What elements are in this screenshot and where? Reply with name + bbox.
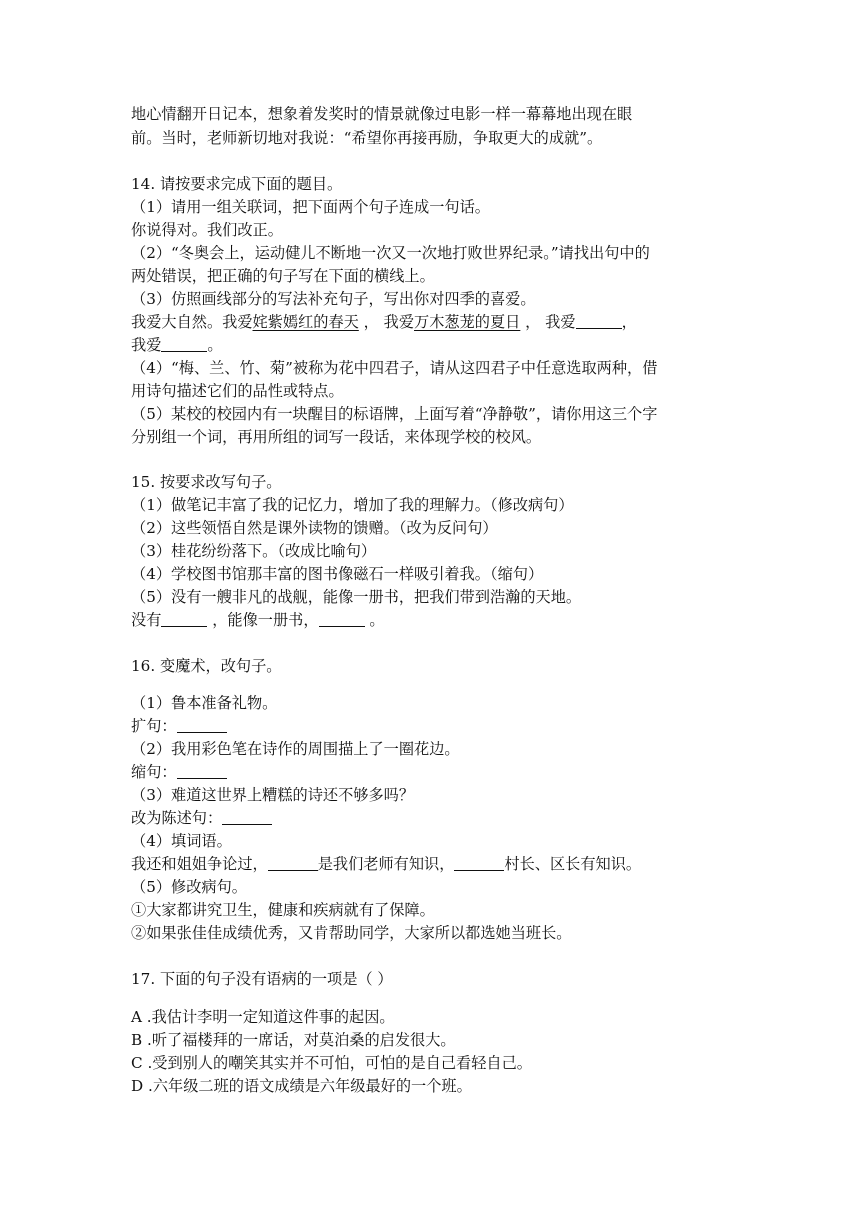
answer-blank[interactable] bbox=[576, 314, 622, 329]
answer-label: 改为陈述句： bbox=[131, 809, 223, 827]
sentence-text: 村长、区长有知识。 bbox=[504, 855, 642, 873]
q17-option-b[interactable]: B .听了福楼拜的一席话，对莫泊桑的启发很大。 bbox=[131, 1031, 456, 1049]
q17-option-d[interactable]: D .六年级二班的语文成绩是六年级最好的一个班。 bbox=[131, 1077, 472, 1095]
q14-part-3-sentence bbox=[131, 312, 637, 332]
q14-part-4-line-1: （4）“梅、兰、竹、菊”被称为花中四君子，请从这四君子中任意选取两种，借 bbox=[131, 359, 658, 377]
q15-part-5-fill bbox=[131, 610, 385, 630]
intro-line-2: 前。当时，老师新切地对我说：“希望你再接再励，争取更大的成就”。 bbox=[131, 129, 603, 147]
q15-part-3: （3）桂花纷纷落下。（改成比喻句） bbox=[131, 542, 377, 560]
answer-blank[interactable] bbox=[222, 810, 272, 825]
sentence-text: 。 bbox=[207, 336, 223, 354]
q14-part-5-line-1: （5）某校的校园内有一块醒目的标语牌，上面写着“净静敬”，请你用这三个字 bbox=[131, 405, 658, 423]
q14-part-2-line-1: （2）“冬奥会上，运动健儿不断地一次又一次地打败世界纪录。”请找出句中的 bbox=[131, 244, 650, 262]
sentence-text: 我爱 bbox=[131, 336, 162, 354]
sentence-text: 没有 bbox=[131, 611, 162, 629]
q16-part-5: （5）修改病句。 bbox=[131, 878, 247, 896]
q16-part-5-item-1: ①大家都讲究卫生，健康和疾病就有了保障。 bbox=[131, 901, 435, 919]
sentence-text: 是我们老师有知识， bbox=[317, 855, 455, 873]
q15-part-4: （4）学校图书馆那丰富的图书像磁石一样吸引着我。（缩句） bbox=[131, 565, 544, 583]
intro-line-1: 地心情翻开日记本，想象着发奖时的情景就像过电影一样一幕幕地出现在眼 bbox=[131, 105, 633, 123]
answer-label: 扩句： bbox=[131, 717, 177, 735]
sentence-text: 。 bbox=[364, 611, 385, 629]
sentence-text: 我爱大自然。我爱 bbox=[131, 313, 253, 331]
answer-blank[interactable] bbox=[177, 718, 227, 733]
underlined-phrase-spring: 姹紫嫣红的春天 bbox=[252, 313, 359, 331]
question-15-title: 15. 按要求改写句子。 bbox=[131, 473, 282, 491]
q16-part-2-answer bbox=[131, 762, 227, 782]
answer-blank[interactable] bbox=[161, 612, 207, 627]
sentence-text: ，能像一册书， bbox=[207, 611, 319, 629]
answer-blank[interactable] bbox=[454, 856, 504, 871]
q14-part-2-line-2: 两处错误，把正确的句子写在下面的横线上。 bbox=[131, 267, 435, 285]
q14-part-1: （1）请用一组关联词，把下面两个句子连成一句话。 bbox=[131, 198, 490, 216]
q14-part-1-text: 你说得对。我们改正。 bbox=[131, 221, 283, 239]
q16-part-1: （1）鲁本准备礼物。 bbox=[131, 694, 278, 712]
question-17-title: 17. 下面的句子没有语病的一项是（ ） bbox=[131, 970, 393, 988]
q15-part-1: （1）做笔记丰富了我的记忆力，增加了我的理解力。（修改病句） bbox=[131, 496, 574, 514]
answer-label: 缩句： bbox=[131, 763, 177, 781]
answer-blank[interactable] bbox=[161, 337, 207, 352]
sentence-text: ， 我爱 bbox=[520, 313, 576, 331]
q16-part-4-sentence bbox=[131, 854, 641, 874]
q14-part-3-sentence-cont bbox=[131, 335, 223, 355]
q15-part-5: （5）没有一艘非凡的战舰，能像一册书，把我们带到浩瀚的天地。 bbox=[131, 588, 582, 606]
question-16-title: 16. 变魔术，改句子。 bbox=[131, 657, 282, 675]
answer-blank[interactable] bbox=[268, 856, 318, 871]
answer-blank[interactable] bbox=[177, 764, 227, 779]
q14-part-5-line-2: 分别组一个词，再用所组的词写一段话，来体现学校的校风。 bbox=[131, 428, 542, 446]
question-14-title: 14. 请按要求完成下面的题目。 bbox=[131, 175, 343, 193]
q16-part-2: （2）我用彩色笔在诗作的周围描上了一圈花边。 bbox=[131, 740, 460, 758]
q14-part-3: （3）仿照画线部分的写法补充句子，写出你对四季的喜爱。 bbox=[131, 290, 536, 308]
q16-part-3: （3）难道这世界上糟糕的诗还不够多吗？ bbox=[131, 786, 415, 804]
underlined-phrase-summer: 万木葱茏的夏日 bbox=[414, 313, 521, 331]
q16-part-5-item-2: ②如果张佳佳成绩优秀，又肯帮助同学，大家所以都选她当班长。 bbox=[131, 924, 572, 942]
q15-part-2: （2）这些领悟自然是课外读物的馈赠。（改为反问句） bbox=[131, 519, 498, 537]
q16-part-3-answer bbox=[131, 808, 272, 828]
q17-option-c[interactable]: C .受到别人的嘲笑其实并不可怕，可怕的是自己看轻自己。 bbox=[131, 1054, 532, 1072]
answer-blank[interactable] bbox=[319, 612, 365, 627]
sentence-text: ， bbox=[621, 313, 637, 331]
q16-part-4: （4）填词语。 bbox=[131, 832, 232, 850]
q16-part-1-answer bbox=[131, 716, 227, 736]
sentence-text: 我还和姐姐争论过， bbox=[131, 855, 268, 873]
q14-part-4-line-2: 用诗句描述它们的品性或特点。 bbox=[131, 382, 344, 400]
q17-option-a[interactable]: A .我估计李明一定知道这件事的起因。 bbox=[131, 1008, 395, 1026]
sentence-text: ， 我爱 bbox=[358, 313, 415, 331]
